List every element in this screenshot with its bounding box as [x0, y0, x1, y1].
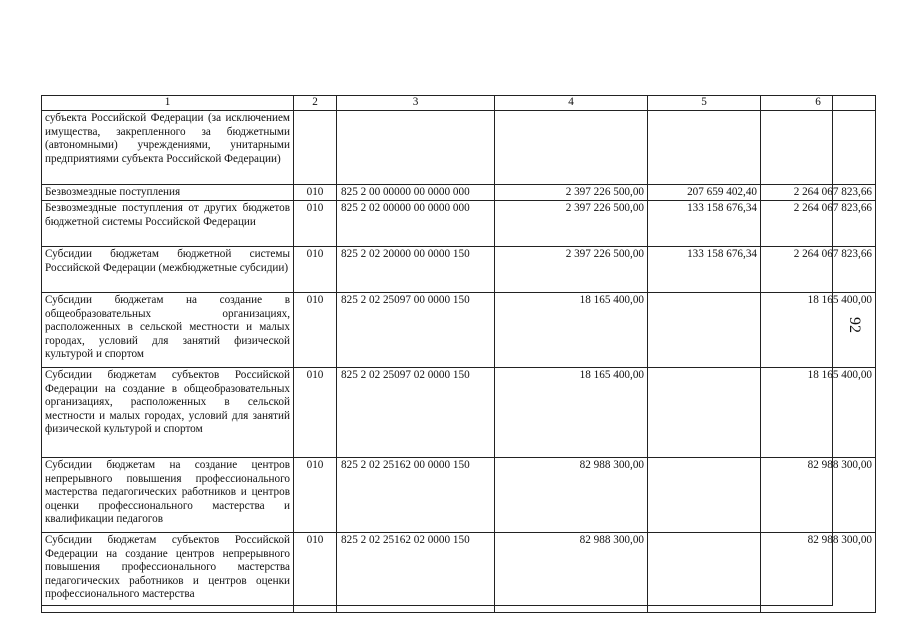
row-name: субъекта Российской Федерации (за исключением имущества, закрепленного за бюджетными (автономными) учреждениями, унитарными предприятиями субъекта Российской Федерации)	[42, 111, 294, 185]
table-row	[42, 185, 876, 201]
row-code: 010	[294, 533, 337, 613]
row-name: Субсидии бюджетам на создание центров непрерывного повышения профессионального мастерства педагогических работников и центров оценки профессионального мастерства и квалификации педагогов	[42, 458, 294, 533]
table-row	[42, 293, 876, 368]
row-col6: 2 264 067 823,66	[761, 185, 876, 201]
row-name: Безвозмездные поступления	[42, 185, 294, 201]
row-code: 010	[294, 201, 337, 247]
row-kbk: 825 2 02 25097 02 0000 150	[337, 368, 495, 458]
row-col4: 2 397 226 500,00	[495, 247, 648, 293]
row-col5	[648, 533, 761, 613]
row-kbk	[337, 111, 495, 185]
row-col6: 82 988 300,00	[761, 533, 876, 613]
row-kbk: 825 2 02 25162 00 0000 150	[337, 458, 495, 533]
column-number-4: 4	[495, 96, 648, 111]
row-name: Субсидии бюджетам бюджетной системы Российской Федерации (межбюджетные субсидии)	[42, 247, 294, 293]
row-name: Субсидии бюджетам субъектов Российской Федерации на создание в общеобразовательных организациях, расположенных в сельской местности и малых городах, условий для занятий физической культурой и спортом	[42, 368, 294, 458]
row-col4: 2 397 226 500,00	[495, 201, 648, 247]
row-kbk: 825 2 02 20000 00 0000 150	[337, 247, 495, 293]
row-code: 010	[294, 293, 337, 368]
column-number-2: 2	[294, 96, 337, 111]
row-col5: 133 158 676,34	[648, 247, 761, 293]
table-row	[42, 533, 876, 613]
row-col4: 82 988 300,00	[495, 533, 648, 613]
row-col4	[495, 111, 648, 185]
row-code: 010	[294, 368, 337, 458]
table-row	[42, 247, 876, 293]
row-code	[294, 111, 337, 185]
page-number: 92	[846, 317, 863, 333]
row-col5	[648, 293, 761, 368]
table-row	[42, 368, 876, 458]
budget-revenue-table	[41, 95, 876, 613]
row-col5	[648, 458, 761, 533]
row-col6: 18 165 400,00	[761, 293, 876, 368]
row-col6: 82 988 300,00	[761, 458, 876, 533]
row-col5: 207 659 402,40	[648, 185, 761, 201]
row-col6: 2 264 067 823,66	[761, 247, 876, 293]
row-col4: 18 165 400,00	[495, 293, 648, 368]
row-col4: 2 397 226 500,00	[495, 185, 648, 201]
table-row	[42, 458, 876, 533]
row-name: Субсидии бюджетам субъектов Российской Федерации на создание центров непрерывного повышения профессионального мастерства педагогических работников и центров оценки профессионального мастерства	[42, 533, 294, 613]
row-code: 010	[294, 247, 337, 293]
row-code: 010	[294, 458, 337, 533]
row-kbk: 825 2 02 25097 00 0000 150	[337, 293, 495, 368]
row-col4: 82 988 300,00	[495, 458, 648, 533]
row-code: 010	[294, 185, 337, 201]
row-col5	[648, 368, 761, 458]
column-number-3: 3	[337, 96, 495, 111]
row-col5: 133 158 676,34	[648, 201, 761, 247]
row-col5	[648, 111, 761, 185]
row-col6: 2 264 067 823,66	[761, 201, 876, 247]
row-col6: 18 165 400,00	[761, 368, 876, 458]
row-kbk: 825 2 02 00000 00 0000 000	[337, 201, 495, 247]
column-number-row	[42, 96, 876, 111]
table-row	[42, 111, 876, 185]
row-kbk: 825 2 00 00000 00 0000 000	[337, 185, 495, 201]
column-number-5: 5	[648, 96, 761, 111]
column-number-6: 6	[761, 96, 876, 111]
row-kbk: 825 2 02 25162 02 0000 150	[337, 533, 495, 613]
row-name: Безвозмездные поступления от других бюджетов бюджетной системы Российской Федерации	[42, 201, 294, 247]
row-col6	[761, 111, 876, 185]
table-row	[42, 201, 876, 247]
row-col4: 18 165 400,00	[495, 368, 648, 458]
row-name: Субсидии бюджетам на создание в общеобразовательных организациях, расположенных в сельской местности и малых городах, условий для занятий физической культурой и спортом	[42, 293, 294, 368]
column-number-1: 1	[42, 96, 294, 111]
